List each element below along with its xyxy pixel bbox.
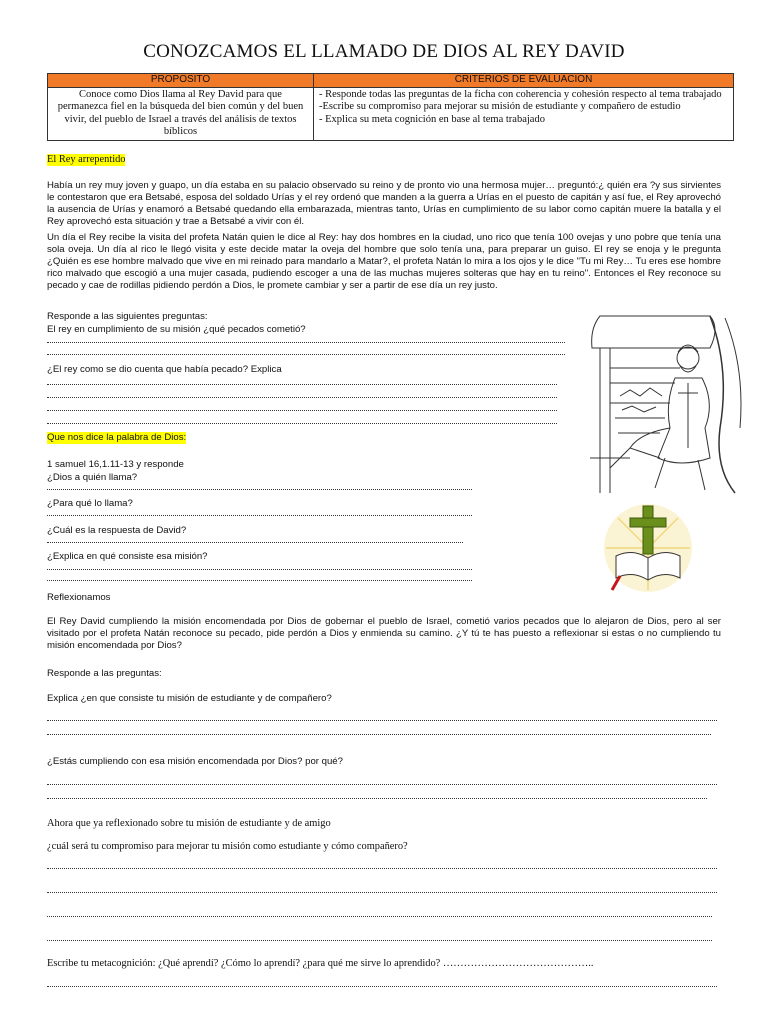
criterios-cell (314, 87, 734, 140)
page-title: CONOZCAMOS EL LLAMADO DE DIOS AL REY DAVID (143, 41, 625, 62)
responde-instruction-2: Responde a las preguntas: (47, 668, 162, 679)
question-9: ¿cuál será tu compromiso para mejorar tu misión como estudiante y cómo compañero? (47, 841, 408, 852)
answer-line[interactable] (47, 408, 557, 411)
answer-line[interactable] (47, 421, 557, 424)
answer-line[interactable] (47, 567, 472, 570)
answer-line[interactable] (47, 340, 565, 343)
answer-line[interactable] (47, 732, 711, 735)
question-2: ¿El rey como se dio cuenta que había pecado? Explica (47, 364, 282, 375)
section-heading-palabra: Que nos dice la palabra de Dios: (47, 432, 187, 443)
section-heading-rey: El Rey arrepentido (47, 154, 126, 165)
answer-line[interactable] (47, 718, 717, 721)
reflexion-line: Ahora que ya reflexionado sobre tu misión de estudiante y de amigo (47, 818, 331, 829)
question-1: El rey en cumplimiento de su misión ¿qué pecados cometió? (47, 324, 306, 335)
answer-line[interactable] (47, 782, 717, 785)
question-3: ¿Dios a quién llama? (47, 472, 138, 483)
answer-line[interactable] (47, 938, 712, 941)
answer-line[interactable] (47, 540, 463, 543)
reflexionamos-heading: Reflexionamos (47, 592, 111, 603)
table-header-proposito: PROPOSITO (48, 74, 314, 88)
question-8: ¿Estás cumpliendo con esa misión encomendada por Dios? por qué? (47, 756, 343, 767)
king-david-illustration (570, 308, 745, 498)
answer-line[interactable] (47, 796, 707, 799)
proposito-cell: Conoce como Dios llama al Rey David para que permanezca fiel en la búsqueda del bien común y del buen vivir, del pueblo de Israel a través del análisis de textos bíblicos (48, 87, 314, 140)
answer-line[interactable] (47, 914, 712, 917)
answer-line[interactable] (47, 395, 557, 398)
story-paragraph-1: Había un rey muy joven y guapo, un día estaba en su palacio observado su reino y de pronto vio una hermosa mujer… preguntó:¿ quién era ?y sus sirvientes le contestaron que era Betsabé, esposa del soldado Urías y el rey ordenó que manden a la guerra a Urías en el puesto de capitán y así fue, el Rey aprovechó la ausencia de Urías y enamoró a Betsabé quedando ella embarazada, mientras tanto, Urías en cumplimiento de su labor como capitán muere la batalla y el Rey aprovechó esta situación y trae a Betsabé a vivir con él. (47, 180, 721, 227)
question-6: ¿Explica en qué consiste esa misión? (47, 551, 208, 562)
question-4: ¿Para qué lo llama? (47, 498, 133, 509)
responde-instruction: Responde a las siguientes preguntas: (47, 311, 208, 322)
story-paragraph-2: Un día el Rey recibe la visita del profeta Natán quien le dice al Rey: hay dos hombres en la ciudad, uno rico que tenía 100 ovejas y uno pobre que tenía una sola oveja. Un día al rico le llegó visita y este decide matar la oveja del hombre que solo tenía una, para preparar un guiso. El rey se enoja y le pregunta ¿Quién es ese hombre malvado que vive en mi reinado para mandarlo a Matar?, el profeta Natán lo mira a los ojos y le dice "Tu mi Rey… Tu eres ese hombre rico malvado que escogió a una mujer casada, pudiendo escoger a una de las muchas mujeres solteras que hay en tu reino". Entonces el Rey reconoce su pecado y cae de rodillas pidiendo perdón a Dios, le promete cambiar y ser a partir de ese día un rey justo. (47, 232, 721, 291)
answer-line[interactable] (47, 487, 472, 490)
criteria-table (47, 73, 734, 141)
question-5: ¿Cuál es la respuesta de David? (47, 525, 187, 536)
metacognicion-prompt: Escribe tu metacognición: ¿Qué aprendí? ¿Cómo lo aprendí? ¿para qué me sirve lo aprendido? …………………………………….. (47, 958, 594, 969)
table-header-criterios: CRITERIOS DE EVALUACION (314, 74, 734, 88)
cross-bible-illustration (598, 500, 698, 600)
criterio-item: - Explica su meta cognición en base al tema trabajado (319, 113, 545, 125)
answer-line[interactable] (47, 984, 717, 987)
criterio-item: - Responde todas las preguntas de la ficha con coherencia y cohesión respecto al tema trabajado (319, 88, 722, 100)
answer-line[interactable] (47, 513, 472, 516)
reflexion-paragraph: El Rey David cumpliendo la misión encomendada por Dios de gobernar el pueblo de Israel, cometió varios pecados que lo alejaron de Dios, pero al ser visitado por el profeta Natán reconoce su pecado, pide perdón a Dios y enmienda su camino. ¿Y tú te has puesto a reflexionar si estas o no cumpliendo tu misión encomendada por Dios? (47, 616, 721, 651)
question-7: Explica ¿en que consiste tu misión de estudiante y de compañero? (47, 693, 332, 704)
criterio-item: -Escribe su compromiso para mejorar su misión de estudiante y compañero de estudio (319, 101, 681, 112)
answer-line[interactable] (47, 578, 472, 581)
bible-citation: 1 samuel 16,1.11-13 y responde (47, 459, 184, 470)
answer-line[interactable] (47, 890, 717, 893)
answer-line[interactable] (47, 382, 557, 385)
answer-line[interactable] (47, 866, 717, 869)
answer-line[interactable] (47, 352, 565, 355)
